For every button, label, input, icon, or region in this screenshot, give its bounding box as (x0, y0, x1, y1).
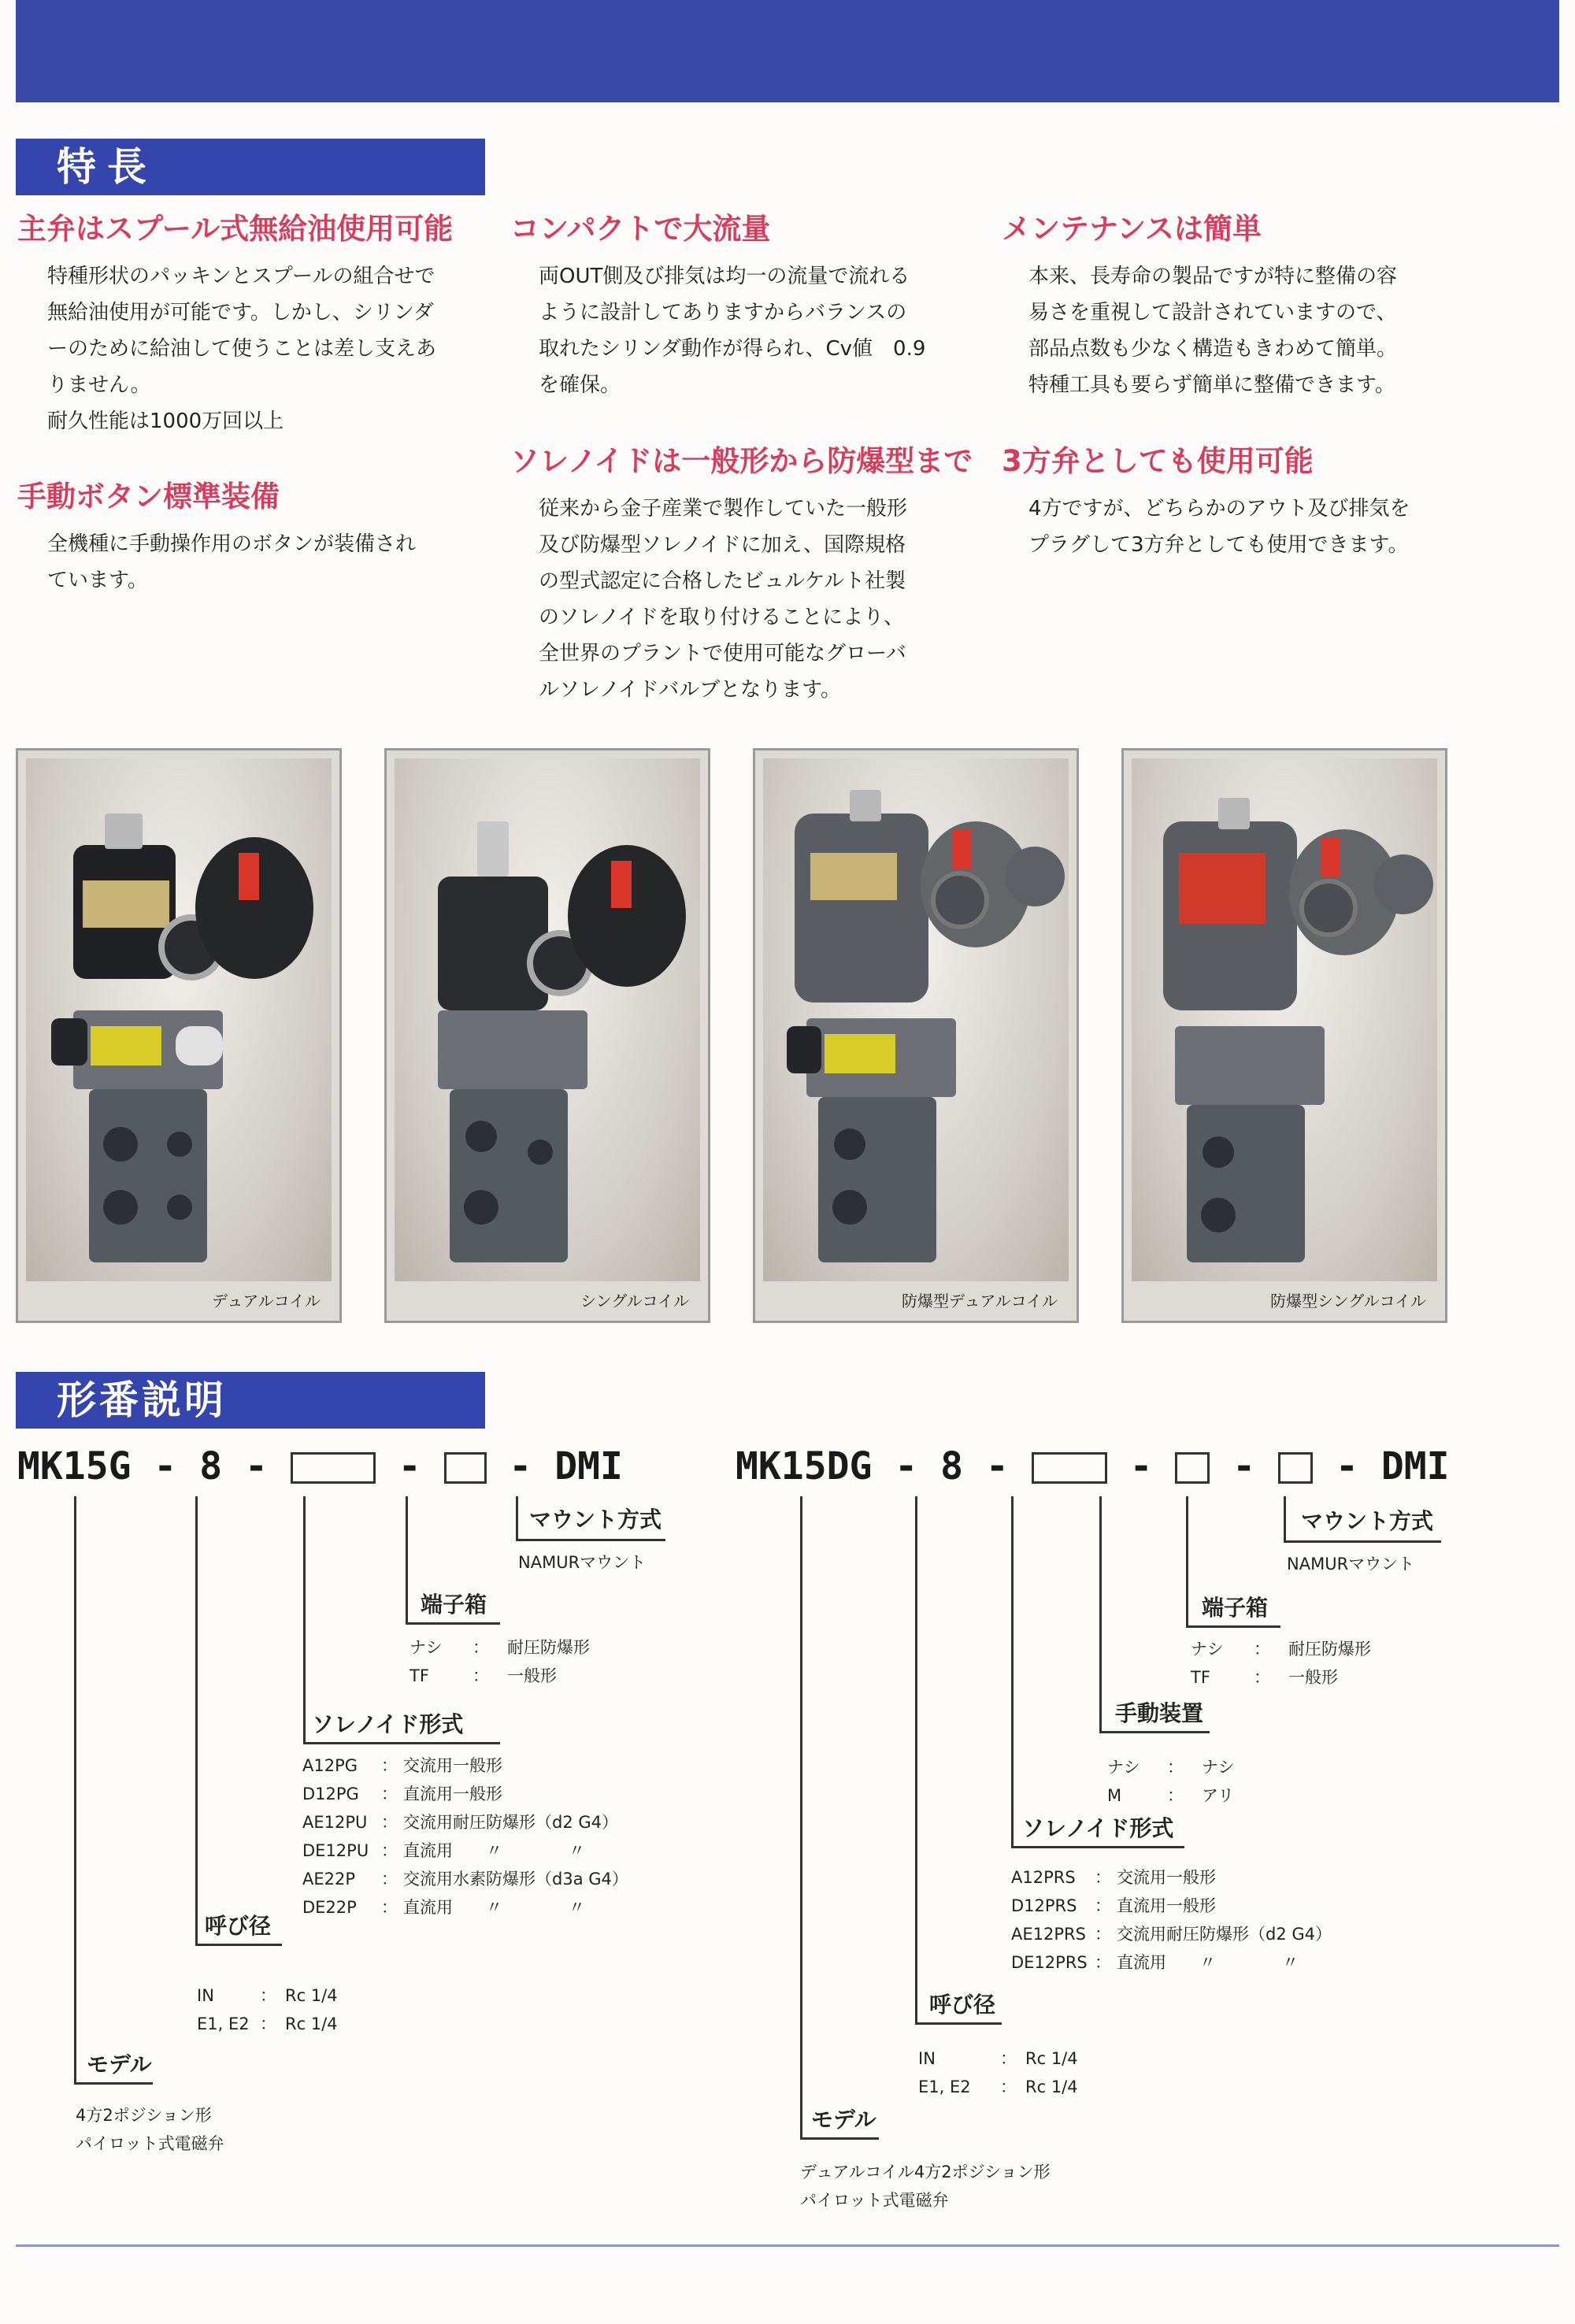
connector (1284, 1496, 1286, 1542)
connector (516, 1539, 665, 1541)
solenoid-blank (1032, 1452, 1107, 1484)
feature-title: 主弁はスプール式無給油使用可能 (17, 212, 454, 246)
feature-title: コンパクトで大流量 (510, 212, 771, 246)
manual-options: ナシ ： ナシ M ： アリ (1107, 1758, 1235, 1805)
connector (195, 1496, 198, 1945)
connector (915, 1496, 917, 2024)
solenoid-blank (291, 1452, 376, 1484)
connector (1011, 1846, 1184, 1848)
photo-caption: 防爆型デュアルコイル (902, 1292, 1058, 1310)
model-a-suffix: DMI (554, 1444, 623, 1488)
feature-spool (17, 205, 453, 439)
connector (1284, 1540, 1441, 1543)
solenoid-options: A12PRS ： 交流用一般形 D12PRS ： 直流用一般形 AE12PRS ： 交流用耐圧防爆形（d2 G4） DE12PRS ： 直流用 〃 〃 (1011, 1868, 1332, 1972)
terminal-label: 端子箱 (421, 1592, 487, 1618)
mount-label: マウント方式 (1301, 1508, 1434, 1534)
photo-explosion-proof-dual-coil (753, 748, 1079, 1323)
feature-compact (510, 205, 925, 403)
model-a-prefix: MK15G (17, 1444, 132, 1488)
connector (915, 2022, 1002, 2025)
feature-manual-button (17, 473, 416, 599)
connector (516, 1496, 518, 1540)
model-description: 4方2ポジション形 パイロット式電磁弁 (76, 2106, 224, 2153)
feature-title: メンテナンスは簡単 (1002, 212, 1262, 246)
top-banner (16, 0, 1559, 102)
connector (800, 1496, 802, 2139)
connector (1186, 1496, 1188, 1627)
manual-label: 手動装置 (1115, 1700, 1204, 1726)
solenoid-label: ソレノイド形式 (312, 1711, 464, 1737)
solenoid-options: A12PG ： 交流用一般形 D12PG ： 直流用一般形 AE12PU ： 交流用耐圧防爆形（d2 G4） DE12PU ： 直流用 〃 〃 AE22P ： 交流用水素防爆形（d3a G4） DE22P ： 直流用 〃 〃 (302, 1756, 628, 1917)
connector (1011, 1496, 1014, 1848)
terminal-options: ナシ ： 耐圧防爆形 TF ： 一般形 (410, 1638, 590, 1685)
valve-explosion-proof-dual-coil-image (763, 758, 1073, 1286)
connector (74, 2082, 153, 2085)
photo-caption: シングルコイル (580, 1292, 689, 1310)
feature-text: 特種形状のパッキンとスプールの組合せで 無給油使用が可能です。しかし、シリンダ ーのために給油して使うことは差し支えあ りません。 耐久性能は1000万回以上 (47, 265, 437, 433)
feature-title: 3方弁としても使用可能 (1002, 444, 1314, 478)
valve-single-coil-image (395, 758, 705, 1286)
connector (1099, 1731, 1210, 1733)
model-b-suffix: DMI (1380, 1444, 1450, 1488)
connector (800, 2137, 879, 2140)
feature-title: 手動ボタン標準装備 (17, 480, 280, 513)
connector (1099, 1496, 1102, 1733)
valve-explosion-proof-single-coil-image (1132, 758, 1442, 1286)
bottom-rule (16, 2244, 1559, 2247)
solenoid-label: ソレノイド形式 (1022, 1815, 1174, 1841)
photo-caption: 防爆型シングルコイル (1270, 1292, 1426, 1310)
feature-text: 両OUT側及び排気は均一の流量で流れる ように設計してありますからバランスの 取れたシリンダ動作が得られ、Cv値 0.9 を確保。 (539, 265, 926, 397)
feature-3way (1002, 437, 1410, 563)
connector (303, 1496, 306, 1744)
model-b-prefix: MK15DG (736, 1444, 873, 1488)
terminal-blank (1278, 1452, 1313, 1484)
connector (195, 1944, 282, 1946)
mount-label: マウント方式 (529, 1507, 662, 1533)
mount-value: NAMURマウント (1287, 1555, 1415, 1573)
manual-blank (1175, 1452, 1210, 1484)
model-b-code: MK15DG - 8 - - - - DMI (736, 1444, 1450, 1488)
model-label: モデル (811, 2107, 876, 2133)
feature-solenoid (510, 437, 973, 708)
connector (303, 1742, 500, 1744)
photo-caption: デュアルコイル (212, 1292, 321, 1310)
feature-text: 全機種に手動操作用のボタンが装備され ています。 (47, 532, 417, 592)
terminal-label: 端子箱 (1202, 1595, 1269, 1621)
bore-label: 呼び径 (205, 1913, 272, 1939)
model-a-code: MK15G - 8 - - - DMI (17, 1444, 623, 1488)
feature-text: 従来から金子産業で製作していた一般形 及び防爆型ソレノイドに加え、国際規格 の型式認定に合格したビュルケルト社製 のソレノイドを取り付けることにより、 全世界のプラントで使用可能なグローバ ルソレノイドバルブとなります。 (539, 497, 908, 702)
photo-dual-coil (16, 748, 342, 1323)
feature-text: 4方ですが、どちらかのアウト及び排気を プラグして3方弁としても使用できます。 (1028, 497, 1410, 557)
connector (406, 1496, 408, 1624)
model-description: デュアルコイル4方2ポジション形 パイロット式電磁弁 (800, 2163, 1051, 2210)
bore-options: IN ： Rc 1/4 E1, E2 ： Rc 1/4 (918, 2049, 1078, 2096)
model-explanation-header: 形番説明 (16, 1372, 485, 1429)
connector (74, 1496, 76, 2084)
model-label: モデル (87, 2052, 152, 2078)
mount-value: NAMURマウント (518, 1553, 647, 1572)
model-a-size: 8 (199, 1444, 223, 1488)
feature-title: ソレノイドは一般形から防爆型まで (510, 444, 973, 478)
terminal-blank (444, 1452, 487, 1484)
model-b-size: 8 (940, 1444, 963, 1488)
photo-single-coil (384, 748, 710, 1323)
valve-dual-coil-image (26, 758, 336, 1286)
connector (406, 1622, 500, 1625)
photo-explosion-proof-single-coil (1121, 748, 1447, 1323)
bore-label: 呼び径 (929, 1992, 996, 2018)
feature-text: 本来、長寿命の製品ですが特に整備の容 易さを重視して設計されていますので、 部品点数も少なく構造もきわめて簡単。 特種工具も要らず簡単に整備できます。 (1028, 265, 1398, 397)
feature-maintenance (1002, 205, 1397, 403)
connector (1186, 1625, 1280, 1628)
bore-options: IN ： Rc 1/4 E1, E2 ： Rc 1/4 (197, 1986, 338, 2033)
terminal-options: ナシ ： 耐圧防爆形 TF ： 一般形 (1191, 1640, 1371, 1687)
features-header: 特長 (16, 139, 485, 195)
